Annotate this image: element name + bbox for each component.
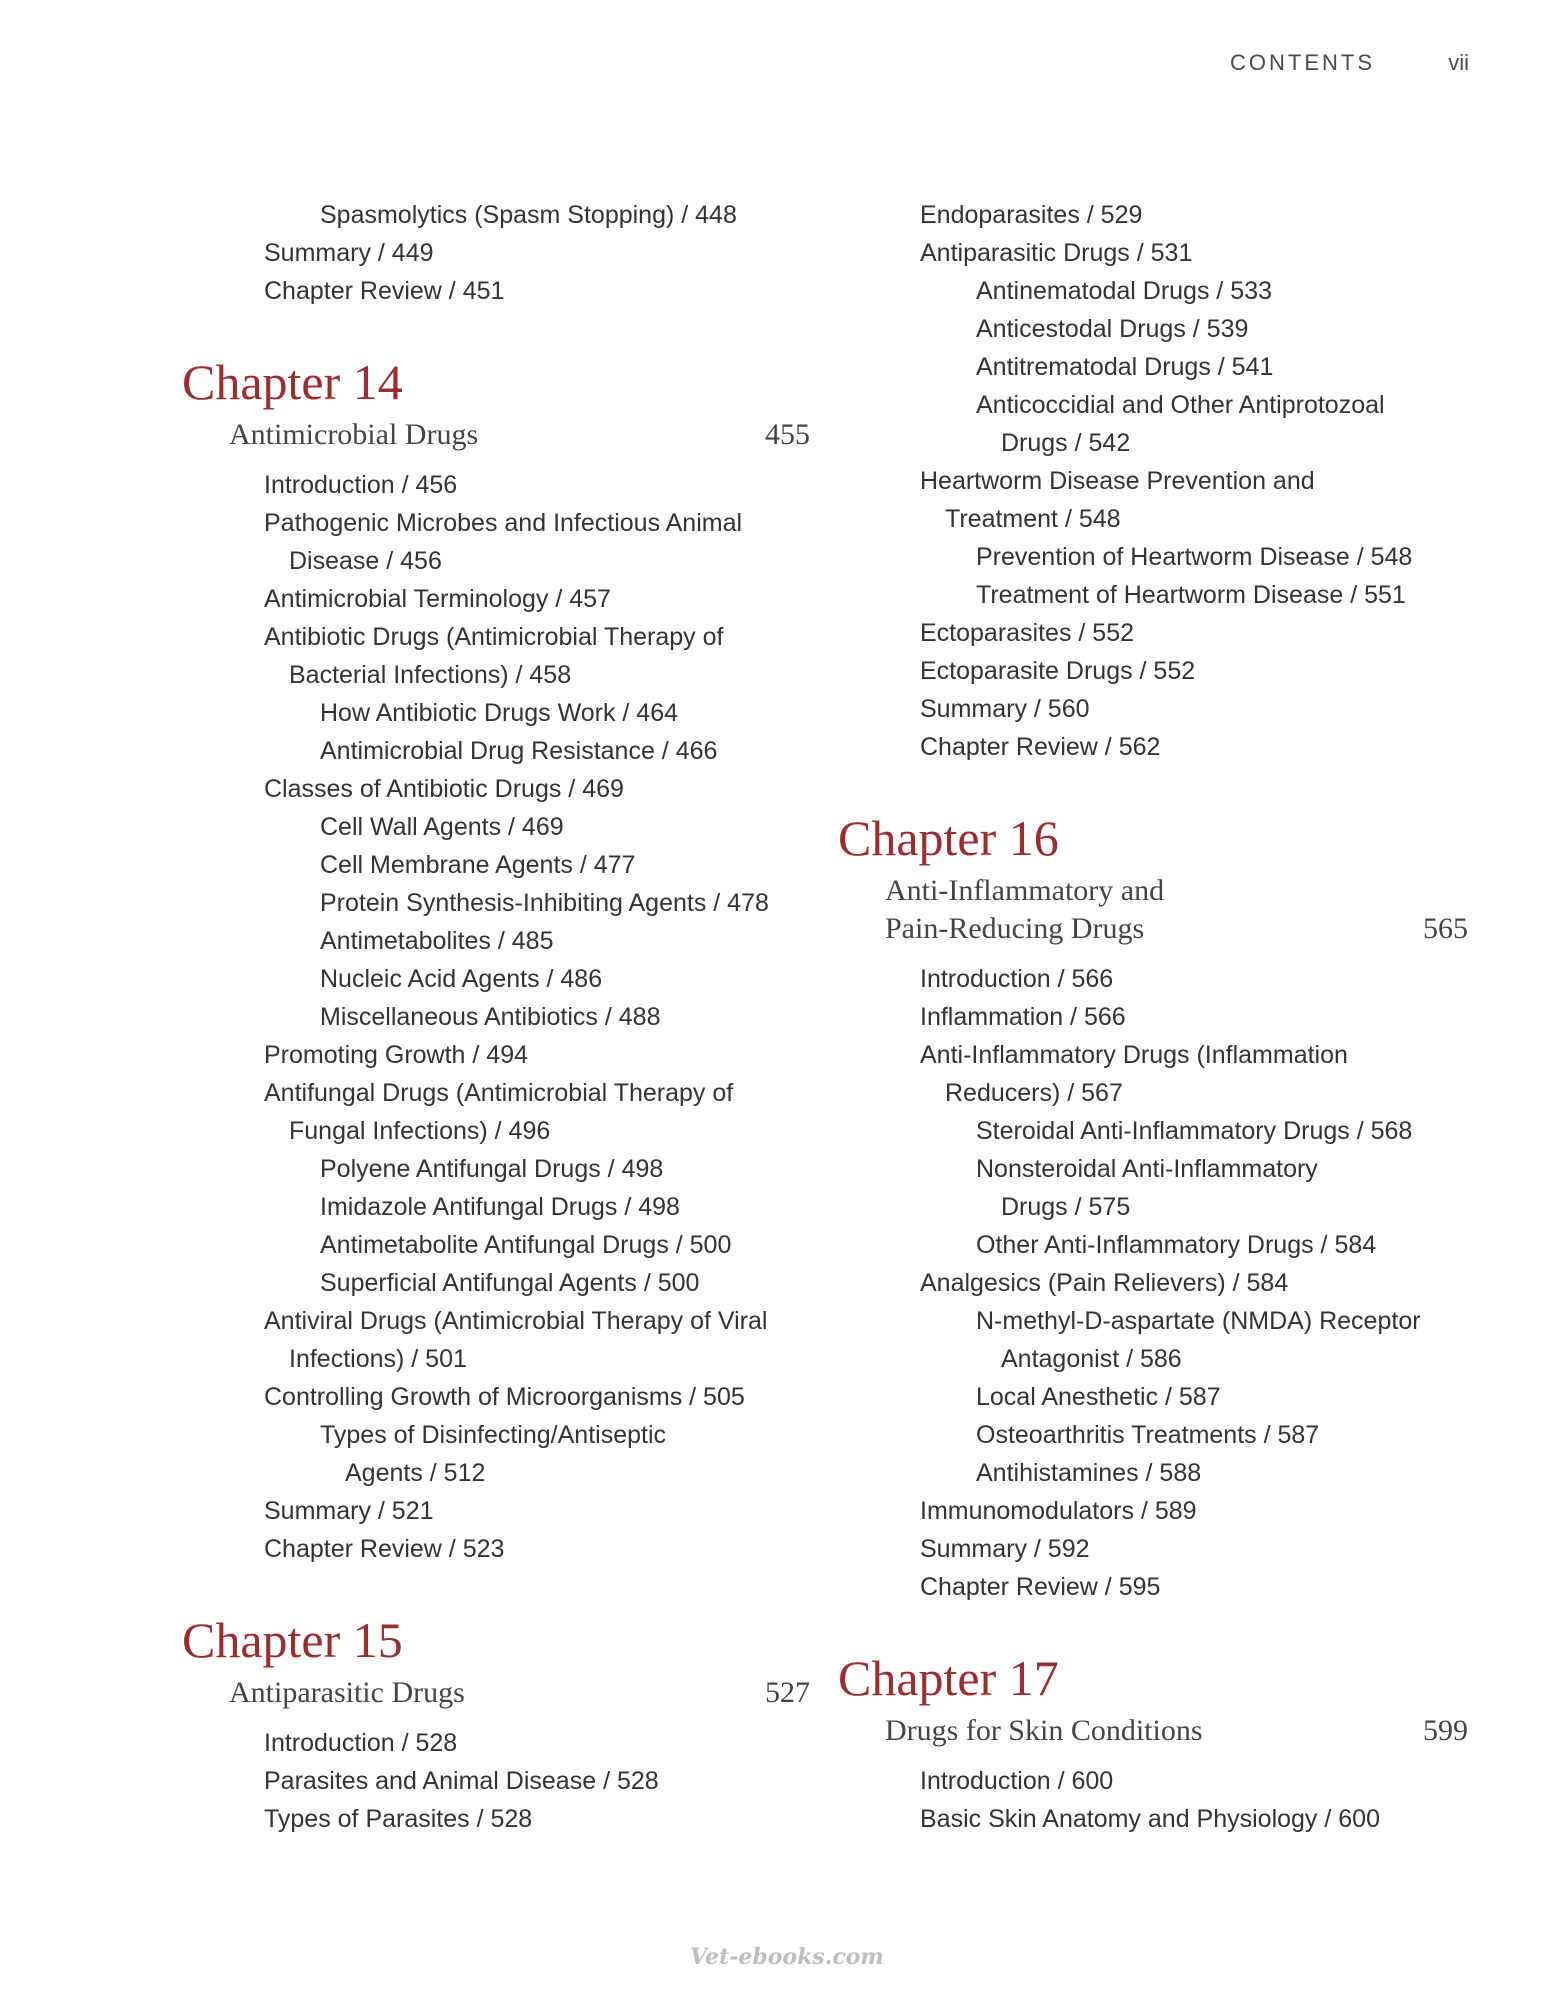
- chapter-block: [838, 810, 1468, 1606]
- chapter-title-line: Antiparasitic Drugs: [229, 1676, 465, 1709]
- chapter-title-line: Anti-Inflammatory and: [885, 874, 1165, 907]
- toc-entry[interactable]: Antiparasitic Drugs / 531: [920, 239, 1193, 267]
- toc-entry[interactable]: Disease / 456: [289, 547, 442, 575]
- chapter-title[interactable]: [182, 1674, 810, 1712]
- toc-entry[interactable]: Parasites and Animal Disease / 528: [264, 1767, 659, 1795]
- toc-entry[interactable]: Osteoarthritis Treatments / 587: [976, 1421, 1320, 1449]
- toc-entry[interactable]: Summary / 560: [920, 695, 1090, 723]
- chapter-block: [182, 1612, 810, 1838]
- toc-entry[interactable]: Antitrematodal Drugs / 541: [976, 353, 1274, 381]
- toc-entry[interactable]: Imidazole Antifungal Drugs / 498: [320, 1193, 680, 1221]
- toc-entry[interactable]: Ectoparasite Drugs / 552: [920, 657, 1196, 685]
- toc-entry[interactable]: Anti-Inflammatory Drugs (Inflammation: [920, 1041, 1348, 1069]
- chapter-title-line: Drugs for Skin Conditions: [885, 1714, 1203, 1747]
- toc-entry[interactable]: Ectoparasites / 552: [920, 619, 1135, 647]
- toc-entry[interactable]: Antimicrobial Terminology / 457: [264, 585, 611, 613]
- toc-entry[interactable]: Introduction / 566: [920, 965, 1114, 993]
- toc-entry[interactable]: Basic Skin Anatomy and Physiology / 600: [920, 1805, 1380, 1833]
- toc-entry[interactable]: Chapter Review / 451: [264, 277, 505, 305]
- chapter-start-page: 455: [765, 418, 810, 451]
- chapter-heading: Chapter 14: [182, 354, 403, 410]
- toc-entry[interactable]: Protein Synthesis-Inhibiting Agents / 478: [320, 889, 769, 917]
- toc-entry[interactable]: Cell Wall Agents / 469: [320, 813, 564, 841]
- toc-entry[interactable]: Heartworm Disease Prevention and: [920, 467, 1315, 495]
- toc-entry[interactable]: Spasmolytics (Spasm Stopping) / 448: [320, 201, 737, 229]
- toc-entry[interactable]: Pathogenic Microbes and Infectious Animal: [264, 509, 743, 537]
- toc-entry[interactable]: Antibiotic Drugs (Antimicrobial Therapy of: [264, 623, 724, 651]
- chapter-start-page: 565: [1423, 912, 1468, 945]
- running-head-page-number: vii: [1448, 50, 1469, 75]
- toc-entry[interactable]: Antifungal Drugs (Antimicrobial Therapy of: [264, 1079, 734, 1107]
- chapter-heading: Chapter 15: [182, 1612, 403, 1668]
- toc-entry[interactable]: Summary / 592: [920, 1535, 1090, 1563]
- toc-entry[interactable]: Introduction / 600: [920, 1767, 1114, 1795]
- toc-entry[interactable]: Antagonist / 586: [1001, 1345, 1182, 1373]
- chapter-title[interactable]: [838, 1712, 1468, 1750]
- toc-entry[interactable]: Chapter Review / 595: [920, 1573, 1161, 1601]
- chapter-start-page: 527: [765, 1676, 810, 1709]
- toc-entry[interactable]: Steroidal Anti-Inflammatory Drugs / 568: [976, 1117, 1413, 1145]
- toc-entry[interactable]: Treatment / 548: [945, 505, 1121, 533]
- chapter-start-page: 599: [1423, 1714, 1468, 1747]
- toc-entry[interactable]: Infections) / 501: [289, 1345, 467, 1373]
- toc-entry[interactable]: Reducers) / 567: [945, 1079, 1123, 1107]
- toc-entry[interactable]: Treatment of Heartworm Disease / 551: [976, 581, 1406, 609]
- toc-entry[interactable]: Nonsteroidal Anti-Inflammatory: [976, 1155, 1318, 1183]
- running-head-section: CONTENTS: [1230, 50, 1375, 75]
- toc-entry[interactable]: Chapter Review / 523: [264, 1535, 505, 1563]
- chapter-title[interactable]: [182, 416, 810, 454]
- running-head: [0, 50, 1556, 82]
- toc-entry[interactable]: Analgesics (Pain Relievers) / 584: [920, 1269, 1289, 1297]
- toc-entry[interactable]: Cell Membrane Agents / 477: [320, 851, 636, 879]
- toc-entry[interactable]: Promoting Growth / 494: [264, 1041, 529, 1069]
- toc-entry[interactable]: Fungal Infections) / 496: [289, 1117, 551, 1145]
- toc-entry[interactable]: Miscellaneous Antibiotics / 488: [320, 1003, 661, 1031]
- toc-entry[interactable]: N-methyl-D-aspartate (NMDA) Receptor: [976, 1307, 1421, 1335]
- toc-entry[interactable]: Antihistamines / 588: [976, 1459, 1202, 1487]
- toc-entry[interactable]: Local Anesthetic / 587: [976, 1383, 1221, 1411]
- toc-entry[interactable]: Summary / 521: [264, 1497, 434, 1525]
- chapter-block: [182, 354, 810, 1568]
- toc-entry[interactable]: Superficial Antifungal Agents / 500: [320, 1269, 700, 1297]
- toc-entry[interactable]: Anticestodal Drugs / 539: [976, 315, 1249, 343]
- toc-entry[interactable]: Nucleic Acid Agents / 486: [320, 965, 603, 993]
- toc-entry[interactable]: Drugs / 542: [1001, 429, 1131, 457]
- toc-entry[interactable]: Antimetabolites / 485: [320, 927, 554, 955]
- toc-column-right: [838, 196, 1468, 1838]
- chapter-heading: Chapter 16: [838, 810, 1059, 866]
- toc-entry[interactable]: Introduction / 528: [264, 1729, 458, 1757]
- chapter-title-line: Antimicrobial Drugs: [229, 418, 479, 451]
- chapter-title-line: Pain-Reducing Drugs: [885, 912, 1145, 945]
- toc-entry[interactable]: Types of Disinfecting/Antiseptic: [320, 1421, 666, 1449]
- toc-entry[interactable]: Immunomodulators / 589: [920, 1497, 1197, 1525]
- toc-entry[interactable]: Polyene Antifungal Drugs / 498: [320, 1155, 664, 1183]
- toc-entry[interactable]: Endoparasites / 529: [920, 201, 1143, 229]
- toc-entry[interactable]: Bacterial Infections) / 458: [289, 661, 572, 689]
- toc-entry[interactable]: Antinematodal Drugs / 533: [976, 277, 1273, 305]
- toc-entry[interactable]: How Antibiotic Drugs Work / 464: [320, 699, 679, 727]
- chapter-title[interactable]: [838, 872, 1468, 948]
- toc-entry[interactable]: Summary / 449: [264, 239, 434, 267]
- toc-entry[interactable]: Anticoccidial and Other Antiprotozoal: [976, 391, 1385, 419]
- toc-entry[interactable]: Controlling Growth of Microorganisms / 505: [264, 1383, 745, 1411]
- toc-entry[interactable]: Classes of Antibiotic Drugs / 469: [264, 775, 624, 803]
- toc-entry[interactable]: Antimetabolite Antifungal Drugs / 500: [320, 1231, 732, 1259]
- toc-entry[interactable]: Inflammation / 566: [920, 1003, 1126, 1031]
- toc-entry[interactable]: Introduction / 456: [264, 471, 458, 499]
- toc-entry[interactable]: Other Anti-Inflammatory Drugs / 584: [976, 1231, 1377, 1259]
- chapter-heading: Chapter 17: [838, 1650, 1059, 1706]
- toc-entry[interactable]: Drugs / 575: [1001, 1193, 1131, 1221]
- toc-entry[interactable]: Types of Parasites / 528: [264, 1805, 533, 1833]
- toc-entry[interactable]: Prevention of Heartworm Disease / 548: [976, 543, 1413, 571]
- watermark-logo: Vet-ebooks.com: [690, 1944, 884, 1970]
- toc-entry[interactable]: Antiviral Drugs (Antimicrobial Therapy of Viral: [264, 1307, 768, 1335]
- toc-entry[interactable]: Antimicrobial Drug Resistance / 466: [320, 737, 718, 765]
- toc-entry[interactable]: Agents / 512: [345, 1459, 486, 1487]
- toc-column-left: [182, 196, 810, 1838]
- toc-entry[interactable]: Chapter Review / 562: [920, 733, 1161, 761]
- chapter-block: [838, 1650, 1468, 1838]
